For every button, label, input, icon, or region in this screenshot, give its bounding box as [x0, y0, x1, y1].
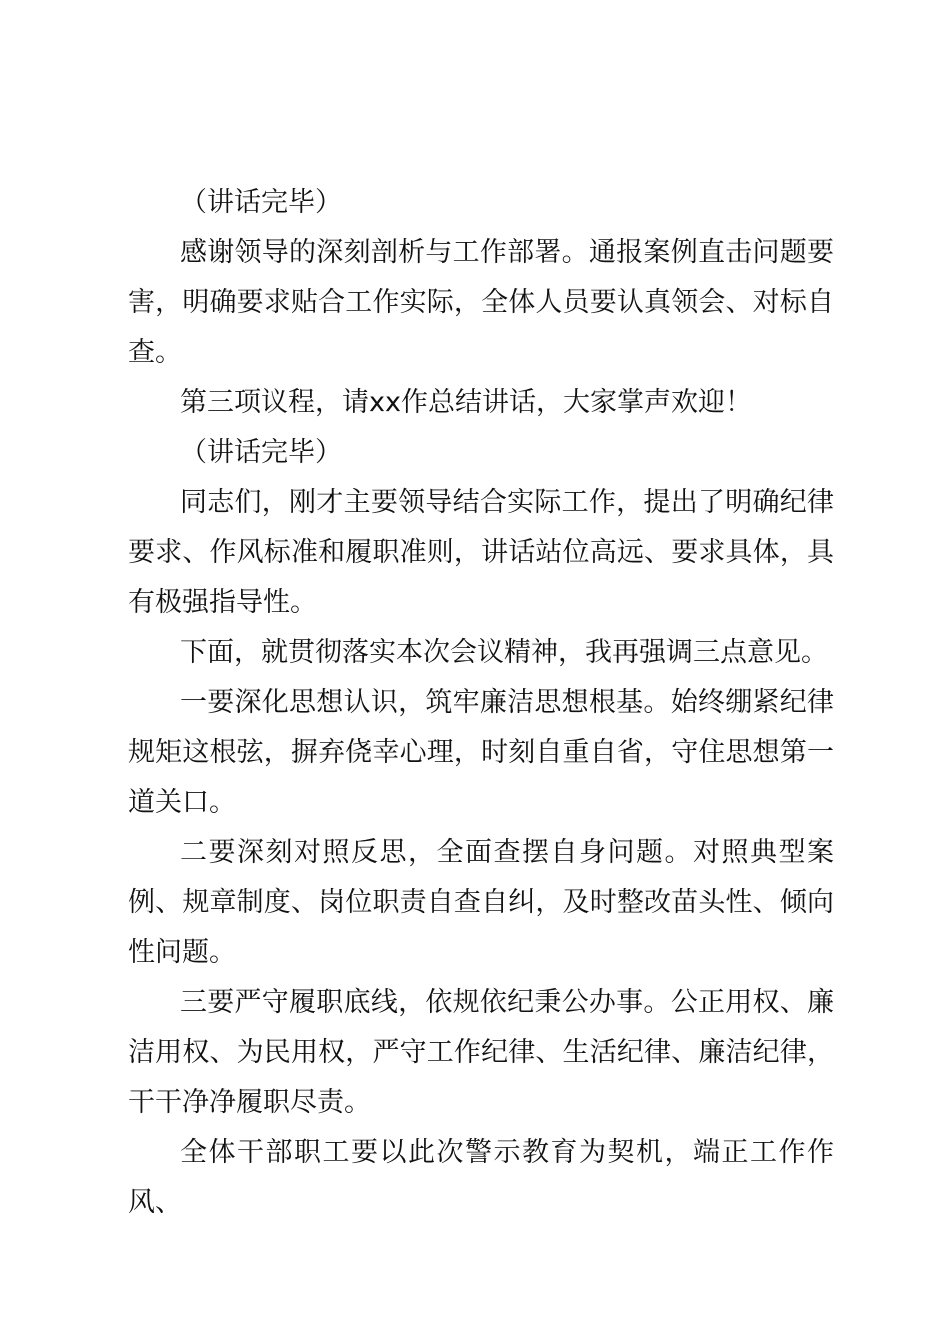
paragraph-point-two: 二要深刻对照反思，全面查摆自身问题。对照典型案例、规章制度、岗位职责自查自纠，及时整改苗头性、倾向性问题。 [128, 837, 834, 968]
paragraph-agenda-three: 第三项议程，请xx作总结讲话，大家掌声欢迎！ [180, 387, 752, 418]
paragraph-point-three: 三要严守履职底线，依规依纪秉公办事。公正用权、廉洁用权、为民用权，严守工作纪律、生活纪律、廉洁纪律，干干净净履职尽责。 [128, 987, 834, 1118]
paragraph-speech-end-1: （讲话完毕） [180, 187, 342, 218]
paragraph-thanks: 感谢领导的深刻剖析与工作部署。通报案例直击问题要害，明确要求贴合工作实际，全体人员要认真领会、对标自查。 [128, 237, 834, 368]
document-body [128, 178, 834, 1228]
paragraph-three-points-intro: 下面，就贯彻落实本次会议精神，我再强调三点意见。 [180, 637, 828, 668]
paragraph-comrades: 同志们，刚才主要领导结合实际工作，提出了明确纪律要求、作风标准和履职准则，讲话站位高远、要求具体，具有极强指导性。 [128, 487, 834, 618]
paragraph-speech-end-2: （讲话完毕） [180, 437, 342, 468]
paragraph-closing: 全体干部职工要以此次警示教育为契机，端正工作作风、 [128, 1137, 834, 1218]
paragraph-point-one: 一要深化思想认识，筑牢廉洁思想根基。始终绷紧纪律规矩这根弦，摒弃侥幸心理，时刻自重自省，守住思想第一道关口。 [128, 687, 834, 818]
